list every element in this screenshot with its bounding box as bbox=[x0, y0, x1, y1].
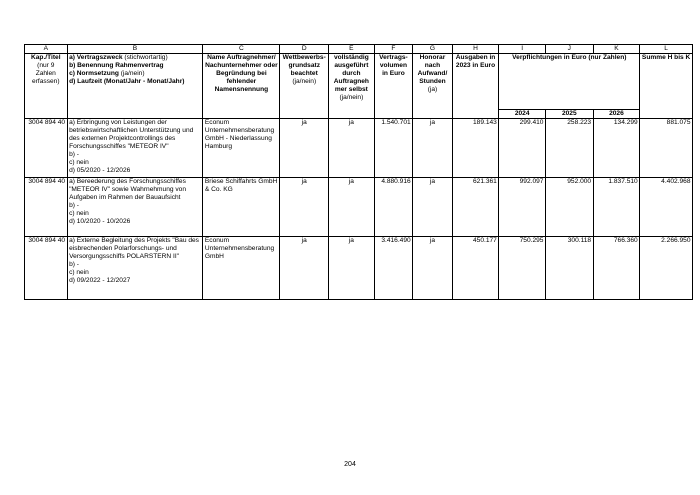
cell-sum: 2.266.950 bbox=[640, 237, 693, 300]
cell-contractor: Econum Unternehmensberatung GmbH bbox=[203, 237, 280, 300]
cell-volume: 1.540.701 bbox=[374, 119, 413, 178]
cell-sum: 4.402.968 bbox=[640, 178, 693, 237]
header-year-2025: 2025 bbox=[545, 110, 593, 119]
header-text: Verpflichtungen in Euro (nur Zahlen) bbox=[512, 54, 627, 61]
cell-2024: 992.097 bbox=[499, 178, 546, 237]
header-text: Honorar nach Aufwand/ Stunden bbox=[417, 54, 448, 85]
header-text: Kap./Titel bbox=[31, 54, 61, 61]
cell-2024: 750.295 bbox=[499, 237, 546, 300]
cell-contractor: Briese Schiffahrts GmbH & Co. KG bbox=[203, 178, 280, 237]
column-letter: J bbox=[545, 45, 593, 54]
header-purpose bbox=[67, 54, 203, 119]
column-letter-row bbox=[25, 45, 693, 54]
header-spend-2023 bbox=[452, 54, 499, 119]
cell-2026: 766.360 bbox=[593, 237, 640, 300]
table-row bbox=[25, 119, 693, 178]
cell-2026: 1.837.510 bbox=[593, 178, 640, 237]
cell-volume: 4.880.916 bbox=[374, 178, 413, 237]
header-text: c) Normsetzung bbox=[69, 70, 119, 77]
cell-2026: 134.299 bbox=[593, 119, 640, 178]
page-number: 204 bbox=[344, 461, 356, 468]
header-text: Name Auftragnehmer/ Nachunternehmer oder Begründung bei fehlender Namensnennung bbox=[205, 54, 278, 93]
header-text: (ja/nein) bbox=[292, 78, 317, 85]
header-text: Ausgaben in 2023 in Euro bbox=[455, 54, 496, 69]
cell-spend-2023: 189.143 bbox=[452, 119, 499, 178]
column-letter: F bbox=[374, 45, 413, 54]
table-row bbox=[25, 178, 693, 237]
cell-2025: 258.223 bbox=[545, 119, 593, 178]
cell-executed: ja bbox=[329, 237, 375, 300]
header-text: (ja/nein) bbox=[339, 94, 364, 101]
header-volume bbox=[374, 54, 413, 119]
cell-sum: 881.075 bbox=[640, 119, 693, 178]
cell-executed: ja bbox=[329, 119, 375, 178]
header-text: vollständig ausgeführt durch Auftragneh mer selbst bbox=[333, 54, 369, 93]
column-letter: C bbox=[203, 45, 280, 54]
cell-2025: 300.118 bbox=[545, 237, 593, 300]
cell-contractor: Econum Unternehmensberatung GmbH - Niederlassung Hamburg bbox=[203, 119, 280, 178]
column-letter: B bbox=[67, 45, 203, 54]
column-letter: D bbox=[280, 45, 329, 54]
header-text: (ja) bbox=[427, 86, 438, 93]
cell-spend-2023: 621.361 bbox=[452, 178, 499, 237]
header-sum bbox=[640, 54, 693, 119]
header-competition bbox=[280, 54, 329, 119]
cell-kap: 3004 894 40 bbox=[25, 237, 68, 300]
cell-competition: ja bbox=[280, 237, 329, 300]
header-year-2026: 2026 bbox=[593, 110, 640, 119]
column-letter: I bbox=[499, 45, 546, 54]
table-row bbox=[25, 237, 693, 300]
column-letter: A bbox=[25, 45, 68, 54]
column-letter: E bbox=[329, 45, 375, 54]
header-text: Wettbewerbs-grundsatz beachtet bbox=[282, 54, 326, 77]
cell-hourly: ja bbox=[413, 237, 453, 300]
cell-executed: ja bbox=[329, 178, 375, 237]
cell-competition: ja bbox=[280, 178, 329, 237]
header-kap-titel bbox=[25, 54, 68, 119]
header-text: Vertrags-volumen in Euro bbox=[379, 54, 408, 77]
cell-purpose: a) Erbringung von Leistungen der betriebswirtschaftlichen Unterstützung und des externen Projektcontrollings des Forschungsschiffes "METEOR IV" b) - c) nein d) 05/2020 - 12/2026 bbox=[67, 119, 203, 178]
cell-spend-2023: 450.177 bbox=[452, 237, 499, 300]
cell-2024: 299.410 bbox=[499, 119, 546, 178]
header-executed bbox=[329, 54, 375, 119]
cell-purpose: a) Externe Begleitung des Projekts "Bau des eisbrechenden Polarforschungs- und Versorgungsschiffs POLARSTERN II" b) - c) nein d) 09/2022 - 12/2027 bbox=[67, 237, 203, 300]
cell-kap: 3004 894 40 bbox=[25, 119, 68, 178]
header-row bbox=[25, 54, 693, 110]
header-text: (stichwortartig) bbox=[122, 54, 168, 61]
contracts-table bbox=[24, 44, 693, 300]
header-text: d) Laufzeit (Monat/Jahr - Monat/Jahr) bbox=[69, 78, 185, 85]
header-contractor bbox=[203, 54, 280, 119]
cell-competition: ja bbox=[280, 119, 329, 178]
header-year-2024: 2024 bbox=[499, 110, 546, 119]
header-text: Summe H bis K bbox=[641, 54, 691, 61]
cell-volume: 3.416.490 bbox=[374, 237, 413, 300]
header-text: (nur 9 Zahlen erfassen) bbox=[32, 62, 60, 85]
header-commitments bbox=[499, 54, 640, 110]
column-letter: G bbox=[413, 45, 453, 54]
header-text: (ja/nein) bbox=[118, 70, 145, 77]
header-hourly bbox=[413, 54, 453, 119]
column-letter: K bbox=[593, 45, 640, 54]
column-letter: H bbox=[452, 45, 499, 54]
column-letter: L bbox=[640, 45, 693, 54]
header-text: b) Benennung Rahmenvertrag bbox=[69, 62, 164, 69]
cell-hourly: ja bbox=[413, 119, 453, 178]
cell-hourly: ja bbox=[413, 178, 453, 237]
cell-purpose: a) Bereederung des Forschungsschiffes "METEOR IV" sowie Wahrnehmung von Aufgaben im Rahmen der Bauaufsicht b) - c) nein d) 10/2020 - 10/2026 bbox=[67, 178, 203, 237]
cell-2025: 952.000 bbox=[545, 178, 593, 237]
header-text: a) Vertragszweck bbox=[69, 54, 123, 61]
cell-kap: 3004 894 40 bbox=[25, 178, 68, 237]
